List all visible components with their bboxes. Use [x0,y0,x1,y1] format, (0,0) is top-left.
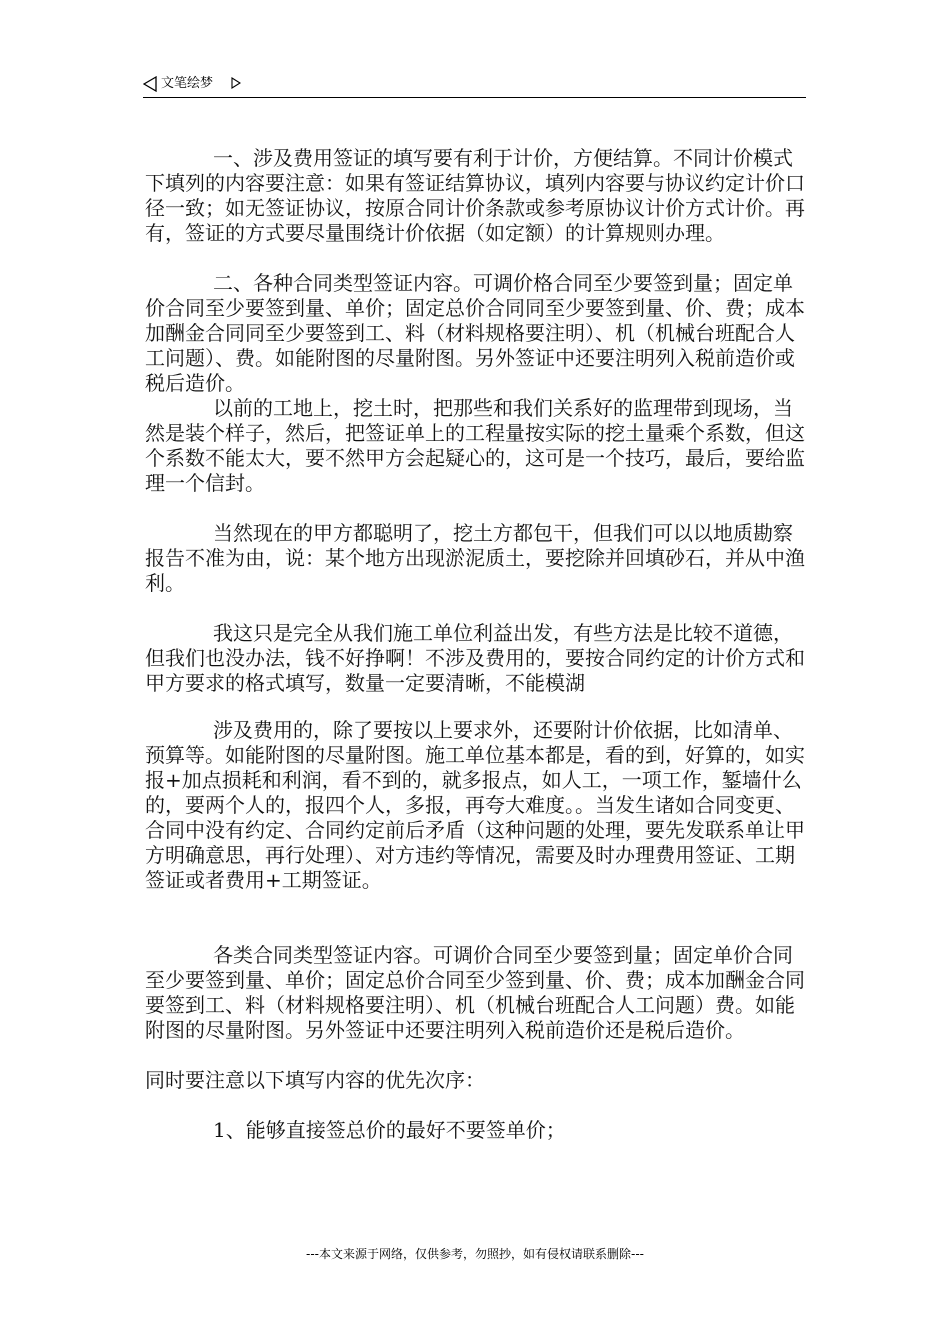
page-footer: ---本文来源于网络，仅供参考，勿照抄，如有侵权请联系删除--- [306,1247,644,1261]
paragraph-8: 同时要注意以下填写内容的优先次序： [145,1068,485,1092]
paragraph-7: 各类合同类型签证内容。可调价合同至少要签到量；固定单价合同至少要签到量、单价；固定总价合同至少签到量、价、费；成本加酬金合同要签到工、料（材料规格要注明）、机（机械台班配合人工问题）费。如能附图的尽量附图。另外签证中还要注明列入税前造价还是税后造价。 [145,943,805,1042]
right-triangle-icon [231,77,241,89]
paragraph-5: 我这只是完全从我们施工单位利益出发，有些方法是比较不道德，但我们也没办法，钱不好挣啊！不涉及费用的，要按合同约定的计价方式和甲方要求的格式填写，数量一定要清晰，不能模湖 [145,621,805,695]
header-title: 文笔绘梦 [161,76,214,91]
page-header [143,74,806,98]
document-body [145,146,811,1143]
paragraph-6: 涉及费用的，除了要按以上要求外，还要附计价依据，比如清单、预算等。如能附图的尽量附图。施工单位基本都是，看的到，好算的，如实报+加点损耗和利润，看不到的，就多报点，如人工，一项工作，錾墙什么的，要两个人的，报四个人，多报，再夸大难度。。当发生诸如合同变更、合同中没有约定、合同约定前后矛盾（这种问题的处理，要先发联系单让甲方明确意思，再行处理）、对方违约等情况，需要及时办理费用签证、工期签证或者费用+工期签证。 [145,718,805,892]
left-triangle-icon [143,76,157,92]
paragraph-9: 1、能够直接签总价的最好不要签单价； [213,1118,566,1142]
paragraph-4: 当然现在的甲方都聪明了，挖土方都包干，但我们可以以地质勘察报告不准为由，说：某个地方出现淤泥质土，要挖除并回填砂石，并从中渔利。 [145,521,805,595]
paragraph-3: 以前的工地上，挖土时，把那些和我们关系好的监理带到现场，当然是装个样子，然后，把签证单上的工程量按实际的挖土量乘个系数，但这个系数不能太大，要不然甲方会起疑心的，这可是一个技巧，最后，要给监理一个信封。 [145,396,805,495]
paragraph-1: 一、涉及费用签证的填写要有利于计价，方便结算。不同计价模式下填列的内容要注意：如果有签证结算协议，填列内容要与协议约定计价口径一致；如无签证协议，按原合同计价条款或参考原协议计价方式计价。再有，签证的方式要尽量围绕计价依据（如定额）的计算规则办理。 [145,146,805,245]
paragraph-2: 二、各种合同类型签证内容。可调价格合同至少要签到量；固定单价合同至少要签到量、单价；固定总价合同同至少要签到量、价、费；成本加酬金合同同至少要签到工、料（材料规格要注明）、机（机械台班配合人工问题）、费。如能附图的尽量附图。另外签证中还要注明列入税前造价或税后造价。 [145,271,805,395]
header-divider [143,97,806,98]
